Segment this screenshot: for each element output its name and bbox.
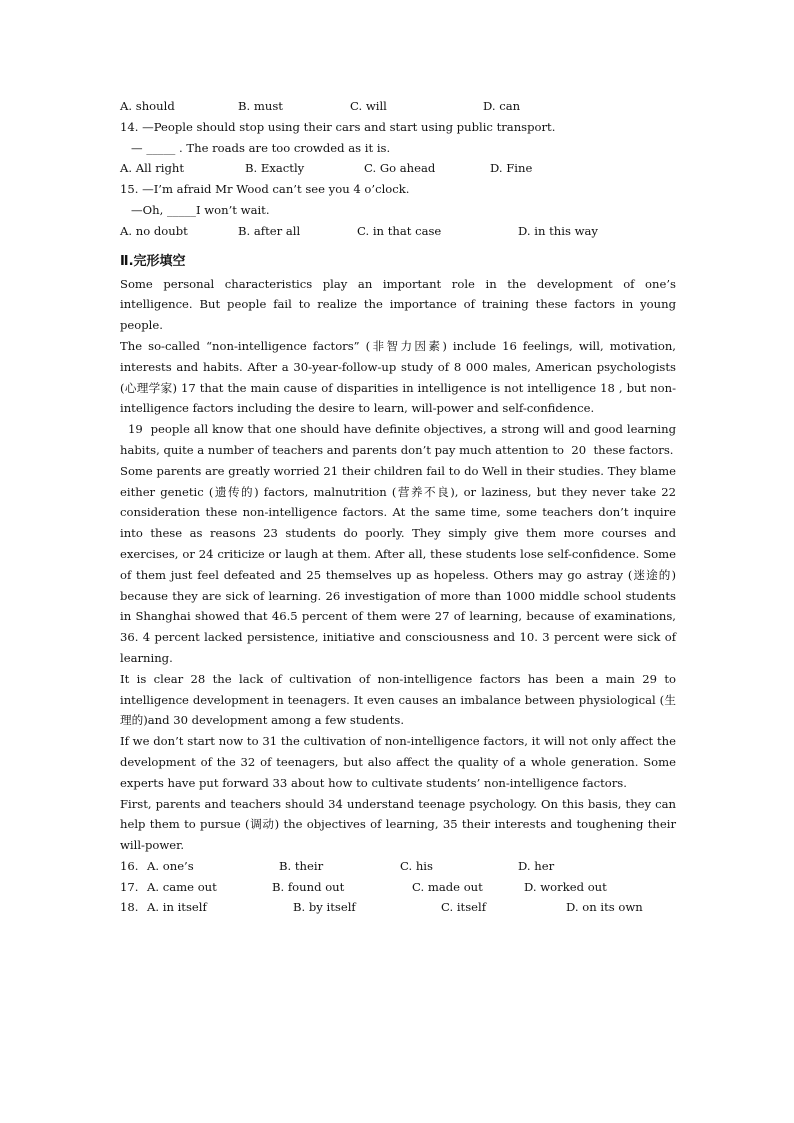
exam-page xyxy=(120,96,680,918)
q16-options xyxy=(120,856,676,877)
passage-paragraph: 19 people all know that one should have definite objectives, a strong will and good learning habits, quite a number of teachers and parents don’t pay much attention to 20 these factors. xyxy=(120,422,680,457)
q16-option-d: D. her xyxy=(518,858,555,873)
passage-paragraph: It is clear 28 the lack of cultivation of non-intelligence factors has been a main 29 to intelligence development in teenagers. It even causes an imbalance between physiological (生理的)and 30 development among a few students. xyxy=(120,671,676,728)
q14-stem: 14. —People should stop using their cars and start using public transport. xyxy=(120,119,556,134)
q15-option-a: A. no doubt xyxy=(120,223,188,238)
q14-option-c: C. Go ahead xyxy=(364,161,436,176)
q18-option-c: C. itself xyxy=(441,900,487,915)
q14-options xyxy=(120,158,676,179)
q15-option-d: D. in this way xyxy=(518,223,598,238)
q14-option-a: A. All right xyxy=(120,161,185,176)
passage-paragraph: If we don’t start now to 31 the cultivation of non-intelligence factors, it will not only affect the development of the 32 of teenagers, but also affect the quality of a whole generation. Some experts have put forward 33 about how to cultivate students’ non-intelligence factors. xyxy=(120,734,676,790)
passage-paragraph: Some personal characteristics play an important role in the development of one’s intelligence. But people fail to realize the importance of training these factors in young people. xyxy=(120,276,676,333)
passage-paragraph: First, parents and teachers should 34 understand teenage psychology. On this basis, they can help them to pursue (调动) the objectives of learning, 35 their interests and toughening their will-power. xyxy=(120,796,676,853)
passage-paragraph: Some parents are greatly worried 21 their children fail to do Well in their studies. They blame either genetic (遗传的) factors, malnutrition (营养不良), or laziness, but they never take 22 consideration these non-intelligence factors. At the same time, some teachers don’t inquire into these as reasons 23 students do poorly. They simply give them more courses and exercises, or 24 criticize or laugh at them. After all, these students lose self-confidence. Some of them just feel defeated and 25 themselves up as hopeless. Others may go astray (迷途的) because they are sick of learning. 26 investigation of more than 1000 middle school students in Shanghai showed that 46.5 percent of them were 27 of learning, because of examinations, 36. 4 percent lacked persistence, initiative and consciousness and 10. 3 percent were sick of learning. xyxy=(120,463,676,665)
q17-option-a: A. came out xyxy=(147,879,217,894)
q15-stem: 15. —I’m afraid Mr Wood can’t see you 4 o’clock. xyxy=(120,182,410,197)
q16-option-a: A. one’s xyxy=(147,858,194,873)
q17-option-b: B. found out xyxy=(272,879,345,894)
q18-options xyxy=(120,897,676,918)
q15-option-b: B. after all xyxy=(238,223,301,238)
q17-option-c: C. made out xyxy=(412,879,483,894)
q18-option-d: D. on its own xyxy=(566,900,643,915)
q13-option-a: A. should xyxy=(120,99,175,113)
q13-option-c: C. will xyxy=(350,99,387,113)
q15-options xyxy=(120,221,676,242)
q16-option-c: C. his xyxy=(400,858,433,873)
q15-option-c: C. in that case xyxy=(357,223,442,238)
passage-paragraph: The so-called “non-intelligence factors” (非智力因素) include 16 feelings, will, motivation, interests and habits. After a 30-year-follow-up study of 8 000 males, American psychologists (心理学家) 17 that the main cause of disparities in intelligence is not intelligence 18 , but non-intelligence factors including the desire to learn, will-power and self-confidence. xyxy=(120,338,676,416)
q14-reply: — _____ . The roads are too crowded as it is. xyxy=(120,140,391,155)
q14-option-d: D. Fine xyxy=(490,161,533,176)
section-title: Ⅱ.完形填空 xyxy=(120,253,186,269)
q13-option-b: B. must xyxy=(238,99,283,113)
q16-number: 16. xyxy=(120,858,139,873)
q13-option-d: D. can xyxy=(483,99,521,113)
q17-options xyxy=(120,877,676,898)
q13-options xyxy=(120,96,676,117)
q17-option-d: D. worked out xyxy=(524,879,607,894)
q18-option-b: B. by itself xyxy=(293,900,356,915)
q17-number: 17. xyxy=(120,879,139,894)
q15-reply: —Oh, _____I won’t wait. xyxy=(120,202,270,217)
q16-option-b: B. their xyxy=(279,858,324,873)
q18-number: 18. xyxy=(120,900,139,915)
q18-option-a: A. in itself xyxy=(147,900,207,915)
q14-option-b: B. Exactly xyxy=(245,161,305,176)
